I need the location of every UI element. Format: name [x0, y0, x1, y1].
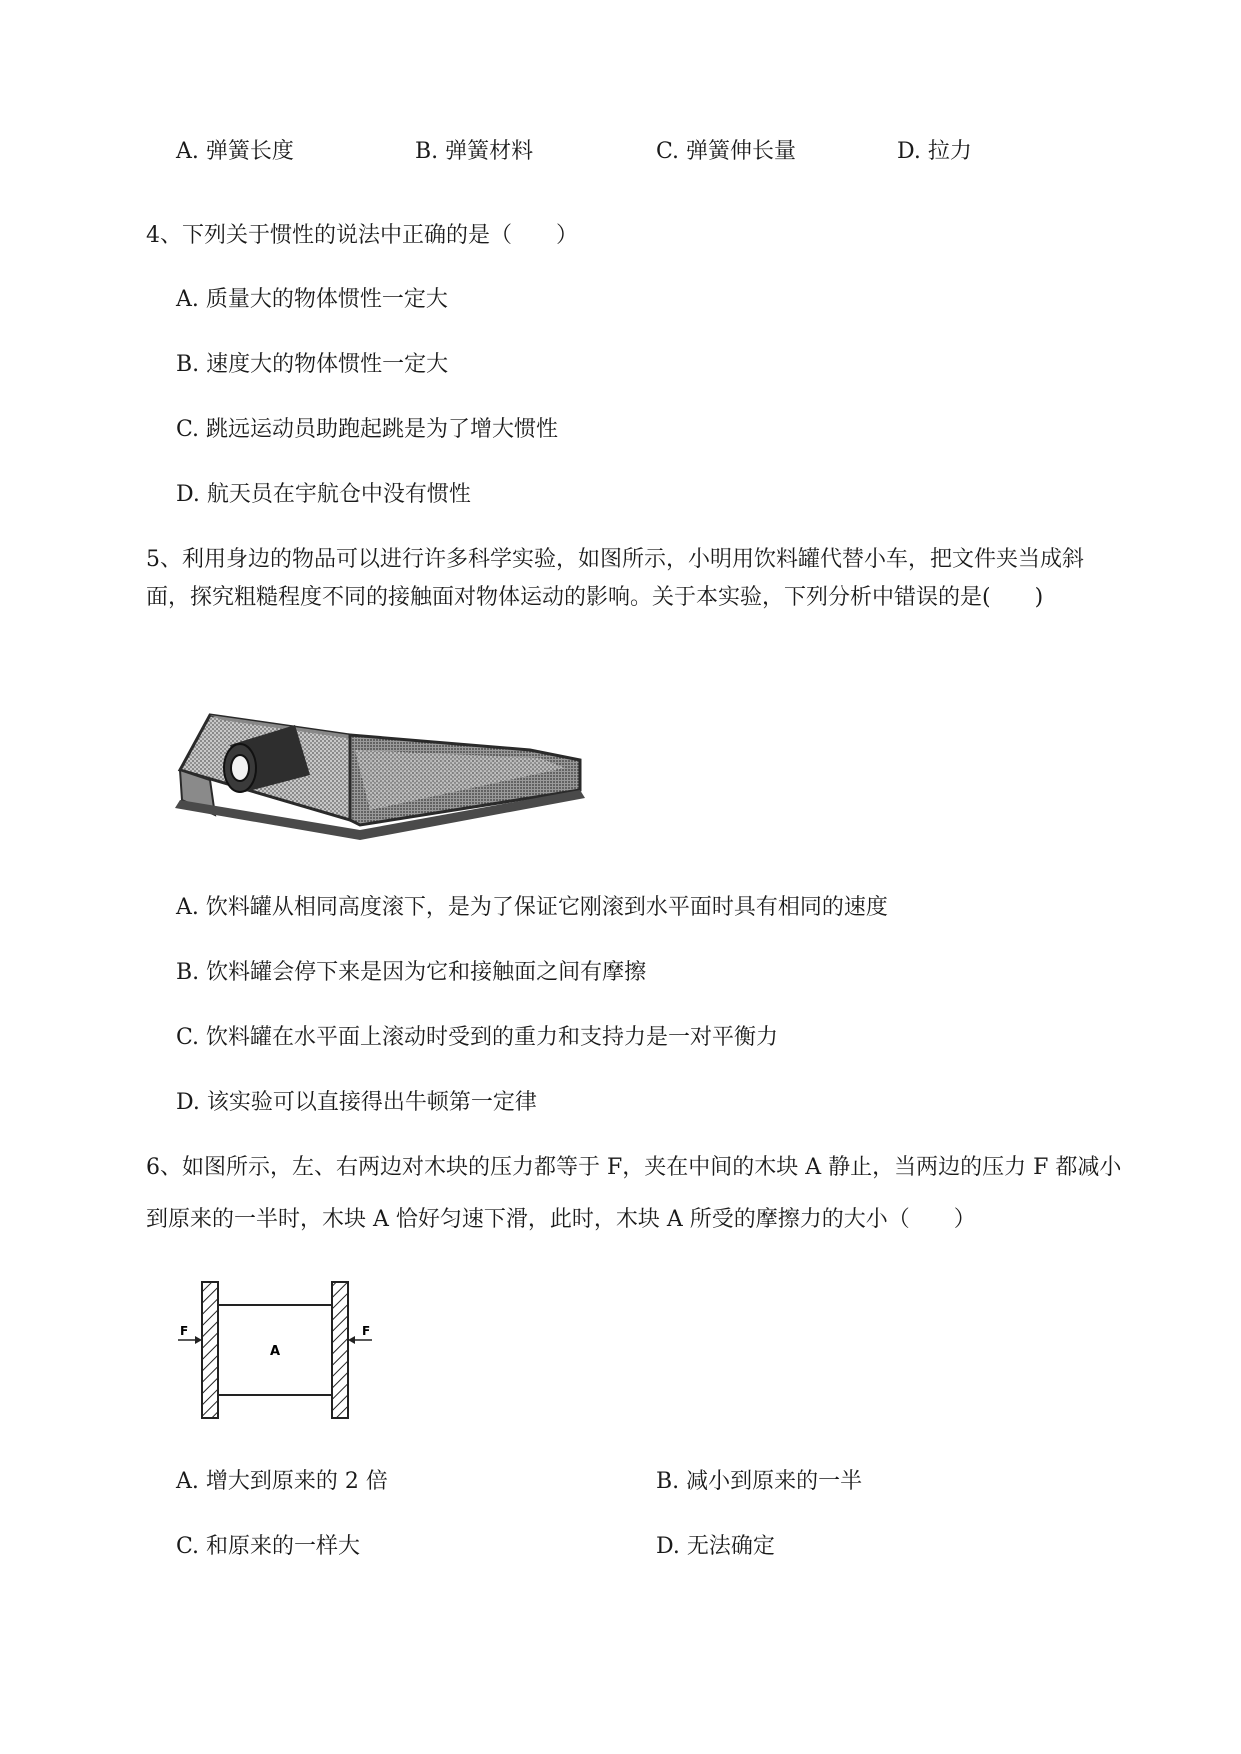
q5-option-d: D. 该实验可以直接得出牛顿第一定律	[176, 1090, 537, 1115]
q6-stem-line2: 到原来的一半时，木块 A 恰好匀速下滑，此时，木块 A 所受的摩擦力的大小（ ）	[146, 1207, 976, 1232]
q4-option-d: D. 航天员在宇航仓中没有惯性	[176, 482, 471, 507]
q4-option-b: B. 速度大的物体惯性一定大	[176, 352, 449, 377]
q5-option-b: B. 饮料罐会停下来是因为它和接触面之间有摩擦	[176, 960, 647, 985]
q5-stem-line1: 5、利用身边的物品可以进行许多科学实验，如图所示，小明用饮料罐代替小车，把文件夹当成斜	[146, 547, 1085, 572]
q4-option-a: A. 质量大的物体惯性一定大	[176, 287, 448, 312]
q6-option-c: C. 和原来的一样大	[176, 1534, 361, 1559]
q3-option-d: D. 拉力	[897, 139, 972, 164]
left-force-label: F	[180, 1324, 189, 1338]
q6-stem-line1: 6、如图所示，左、右两边对木块的压力都等于 F，夹在中间的木块 A 静止，当两边的压力 F 都减小	[146, 1155, 1122, 1180]
q5-stem-line2: 面，探究粗糙程度不同的接触面对物体运动的影响。关于本实验，下列分析中错误的是( )	[146, 585, 1044, 610]
q5-option-a: A. 饮料罐从相同高度滚下，是为了保证它刚滚到水平面时具有相同的速度	[176, 895, 888, 920]
right-force-label: F	[362, 1324, 371, 1338]
block-between-walls-figure	[170, 1278, 400, 1428]
q6-option-b: B. 减小到原来的一半	[656, 1469, 863, 1494]
q4-stem: 4、下列关于惯性的说法中正确的是（ ）	[146, 223, 578, 248]
q6-option-d: D. 无法确定	[656, 1534, 775, 1559]
q3-option-a: A. 弹簧长度	[176, 139, 294, 164]
incline-can-figure	[160, 640, 610, 870]
q6-option-a: A. 增大到原来的 2 倍	[176, 1469, 388, 1494]
q3-option-c: C. 弹簧伸长量	[656, 139, 797, 164]
q4-option-c: C. 跳远运动员助跑起跳是为了增大惯性	[176, 417, 559, 442]
left-wall	[202, 1282, 218, 1418]
right-wall	[332, 1282, 348, 1418]
q3-option-b: B. 弹簧材料	[415, 139, 534, 164]
q5-option-c: C. 饮料罐在水平面上滚动时受到的重力和支持力是一对平衡力	[176, 1025, 779, 1050]
block-label: A	[269, 1344, 281, 1359]
